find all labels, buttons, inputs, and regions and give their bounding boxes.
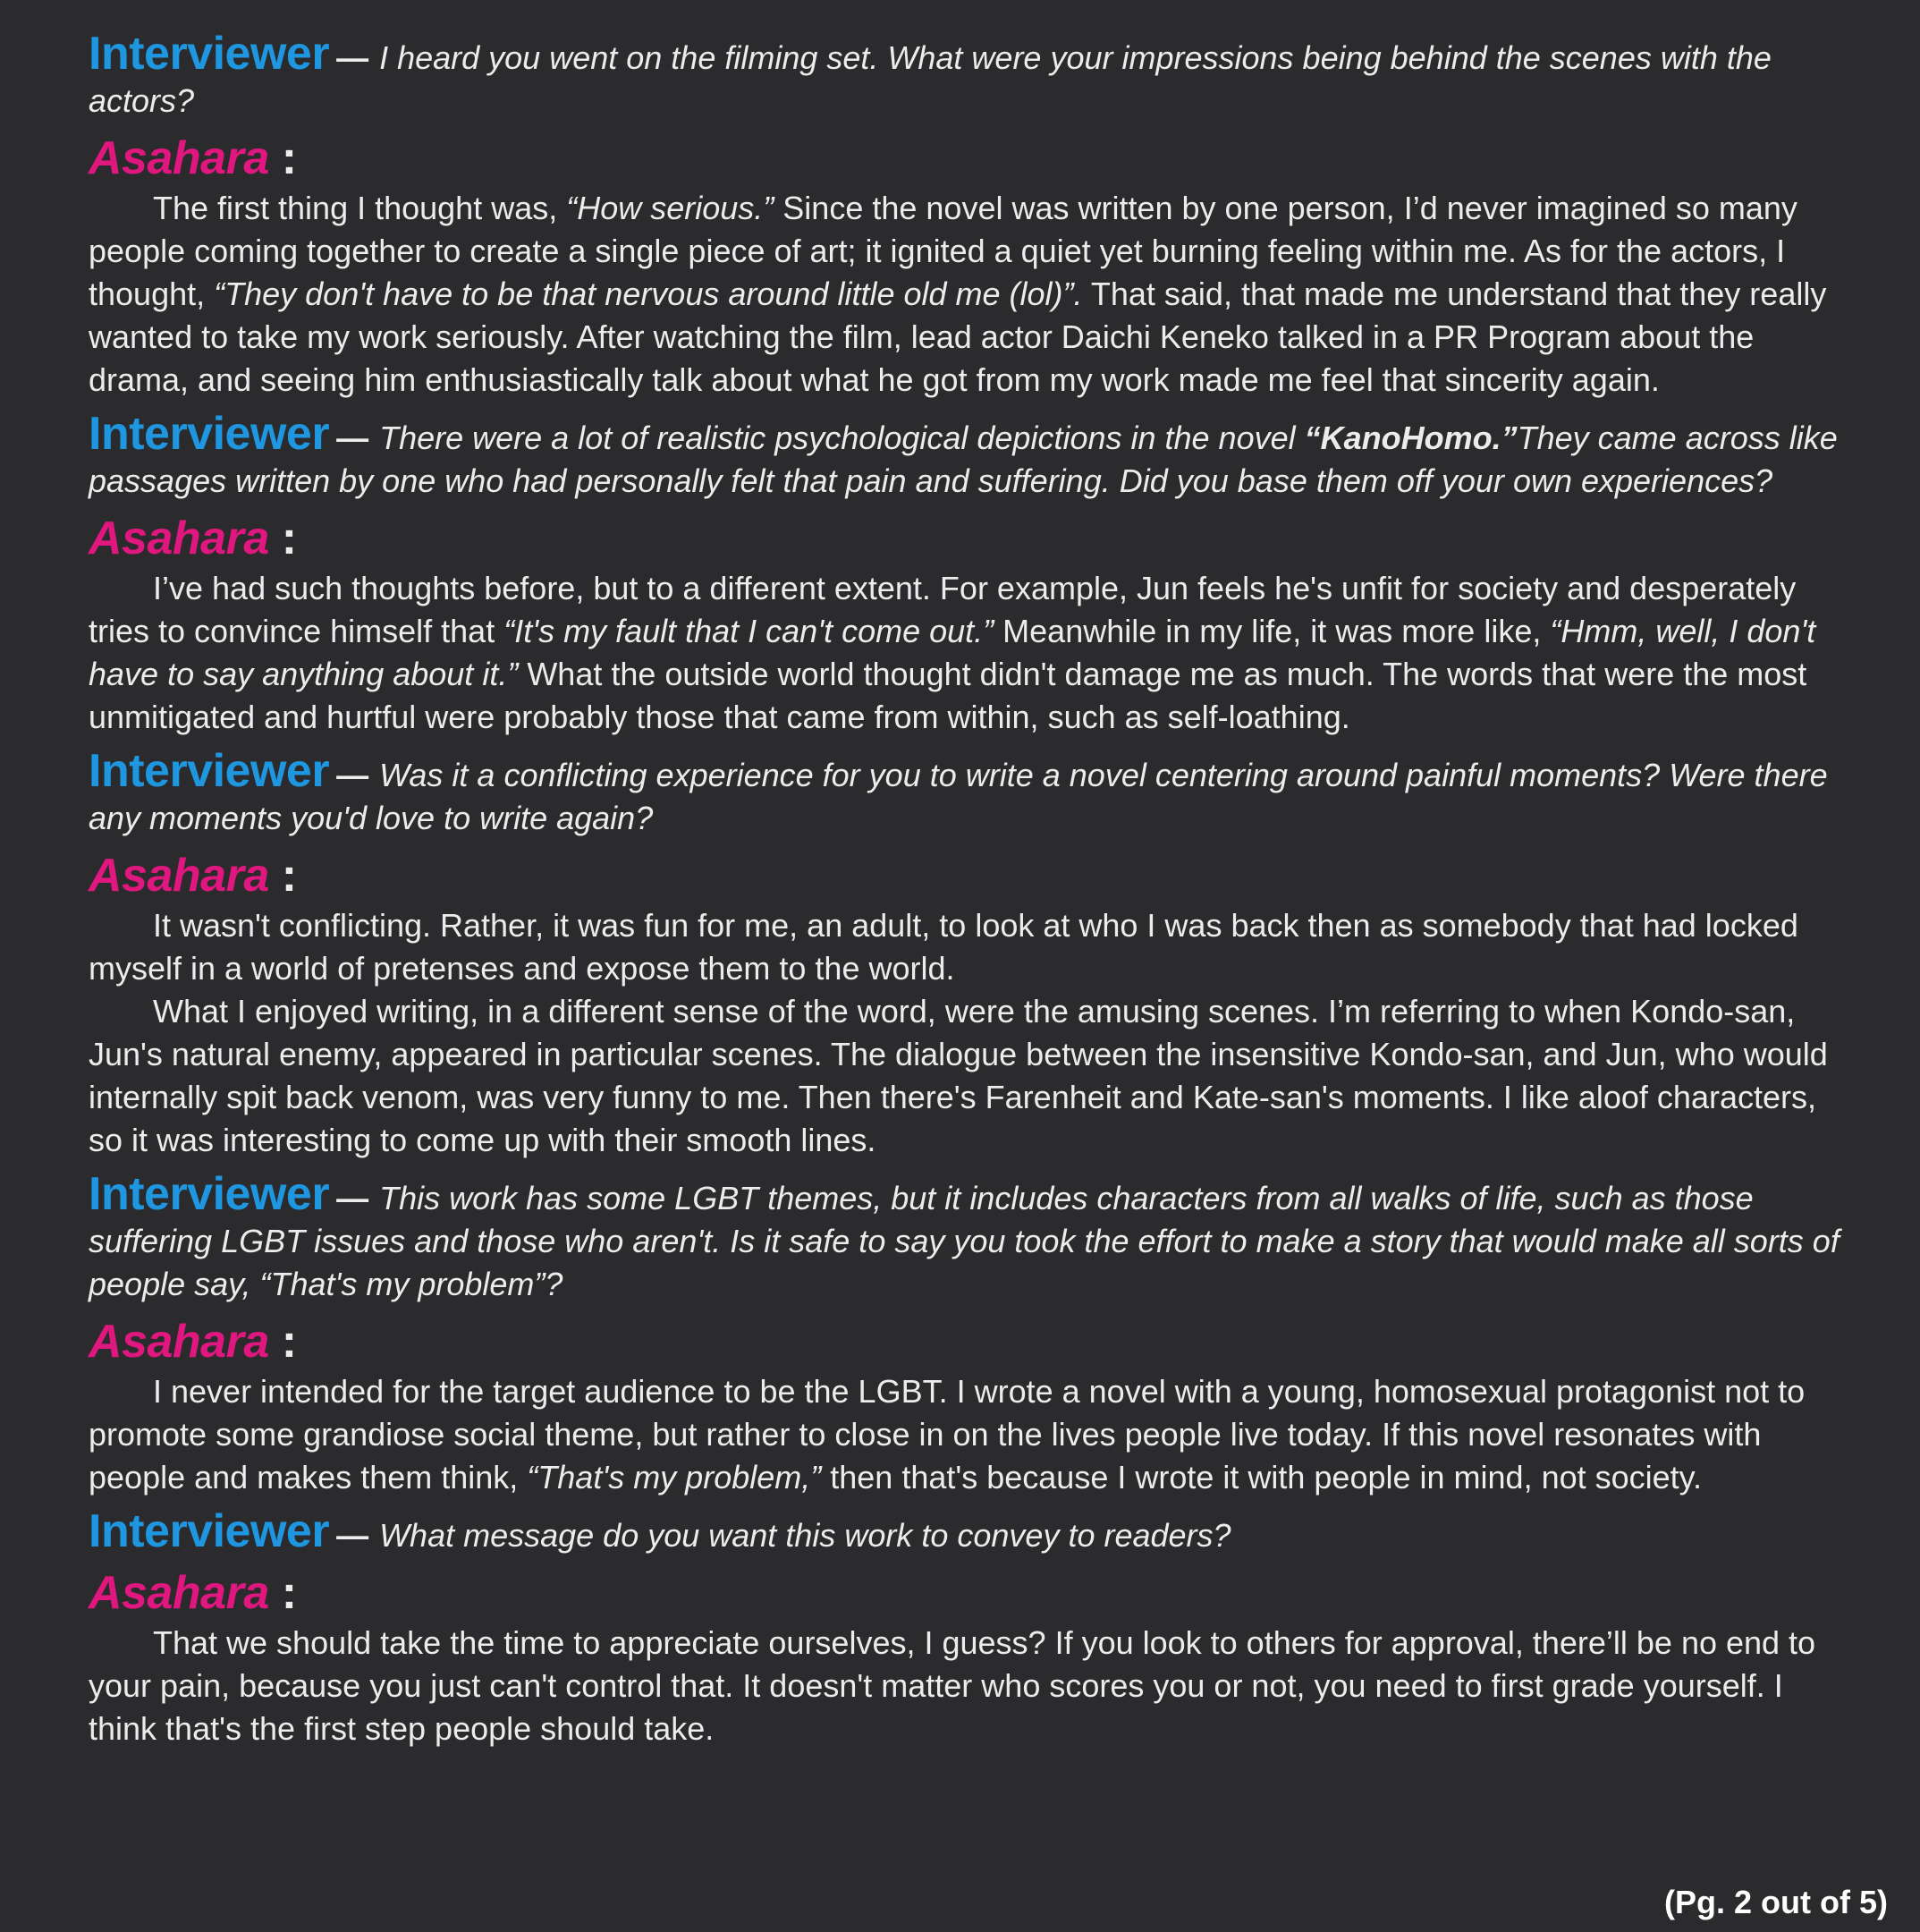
colon: : — [281, 132, 298, 184]
answer-5-paragraph-1: That we should take the time to appreciate ourselves, I guess? If you look to others for approval, there’ll be no end to your pain, because you just can't control that. It doesn't matter who scores you or not, you need to first grade yourself. I think that's the first step people should take. — [89, 1624, 1816, 1747]
question-5-text: What message do you want this work to convey to readers? — [379, 1517, 1231, 1554]
colon: : — [281, 1567, 298, 1619]
interviewer-label: Interviewer — [89, 745, 330, 797]
question-1 — [89, 28, 1840, 123]
question-3 — [89, 745, 1840, 840]
answer-2 — [89, 567, 1840, 739]
colon: : — [281, 850, 298, 902]
dash: — — [336, 1180, 369, 1216]
question-4 — [89, 1168, 1840, 1306]
question-5 — [89, 1505, 1840, 1557]
question-2-text: There were a lot of realistic psychological depictions in the novel — [379, 419, 1305, 456]
answer-text: Since the novel was written by one person, I’d never imagined so many people coming together to create a single piece of art; it ignited a quiet yet burning feeling within me. As for the actors, I thought, — [89, 190, 1797, 312]
interviewer-label: Interviewer — [89, 408, 330, 460]
colon: : — [281, 513, 298, 564]
asahara-label: Asahara — [89, 850, 269, 902]
asahara-label: Asahara — [89, 132, 269, 184]
answer-3 — [89, 904, 1840, 1162]
answer-5 — [89, 1622, 1840, 1750]
answer-text: then that's because I wrote it with people in mind, not society. — [821, 1459, 1702, 1496]
answer-text: What the outside world thought didn't damage me as much. The words that were the most unmitigated and hurtful were probably those that came from within, such as self-loathing. — [89, 656, 1807, 735]
answer-text: I’ve had such thoughts before, but to a different extent. For example, Jun feels he's unfit for society and desperately tries to convince himself that — [89, 570, 1797, 649]
asahara-label: Asahara — [89, 513, 269, 564]
interviewer-label: Interviewer — [89, 1505, 330, 1557]
answer-4-paragraph-1 — [89, 1370, 1840, 1499]
question-2 — [89, 408, 1840, 503]
dash: — — [336, 39, 369, 76]
question-2-text: They came across like passages written by one who had personally felt that pain and suffering. Did you base them off your own experiences? — [89, 419, 1838, 499]
question-1-text: I heard you went on the filming set. What were your impressions being behind the scenes with the actors? — [89, 39, 1772, 119]
answer-quote: “They don't have to be that nervous around little old me (lol)”. — [214, 275, 1083, 312]
dash: — — [336, 757, 369, 793]
answer-3-paragraph-2: What I enjoyed writing, in a different sense of the word, were the amusing scenes. I’m referring to when Kondo-san, Jun's natural enemy, appeared in particular scenes. The dialogue between the insensitive Kondo-san, and Jun, who would internally spit back venom, was very funny to me. Then there's Farenheit and Kate-san's moments. I like aloof characters, so it was interesting to come up with their smooth lines. — [89, 993, 1828, 1158]
answer-1-speaker — [89, 133, 1840, 183]
interviewer-label: Interviewer — [89, 1168, 330, 1220]
answer-quote: “How serious.” — [566, 190, 774, 226]
novel-title: “KanoHomo.” — [1304, 419, 1518, 456]
asahara-label: Asahara — [89, 1567, 269, 1619]
answer-4-speaker — [89, 1317, 1840, 1367]
answer-quote: “That's my problem,” — [527, 1459, 822, 1496]
page-number: (Pg. 2 out of 5) — [1664, 1884, 1888, 1920]
interviewer-label: Interviewer — [89, 28, 330, 80]
answer-text: Meanwhile in my life, it was more like, — [994, 613, 1551, 649]
answer-5-speaker — [89, 1568, 1840, 1618]
answer-quote: “Hmm, well, I don't have to say anything about it.” — [89, 613, 1816, 692]
answer-text: I never intended for the target audience to be the LGBT. I wrote a novel with a young, homosexual protagonist not to promote some grandiose social theme, but rather to close in on the lives people live today. If this novel resonates with people and makes them think, — [89, 1373, 1806, 1496]
question-3-text: Was it a conflicting experience for you to write a novel centering around painful moments? Were there any moments you'd love to write again? — [89, 757, 1828, 836]
answer-3-speaker — [89, 851, 1840, 901]
answer-quote: “It's my fault that I can't come out.” — [503, 613, 994, 649]
dash: — — [336, 1517, 369, 1554]
dash: — — [336, 419, 369, 456]
answer-2-paragraph-1 — [89, 567, 1840, 739]
question-4-text: This work has some LGBT themes, but it includes characters from all walks of life, such as those suffering LGBT issues and those who aren't. Is it safe to say you took the effort to make a story that would make all sorts of people say, “That's my problem”? — [89, 1180, 1840, 1302]
answer-4 — [89, 1370, 1840, 1499]
colon: : — [281, 1316, 298, 1368]
answer-3-paragraph-1: It wasn't conflicting. Rather, it was fun for me, an adult, to look at who I was back then as somebody that had locked myself in a world of pretenses and expose them to the world. — [89, 907, 1798, 987]
answer-1 — [89, 187, 1840, 402]
answer-text: That said, that made me understand that they really wanted to take my work seriously. After watching the film, lead actor Daichi Keneko talked in a PR Program about the drama, and seeing him enthusiastically talk about what he got from my work made me feel that sincerity again. — [89, 275, 1827, 398]
asahara-label: Asahara — [89, 1316, 269, 1368]
answer-1-paragraph-1 — [89, 187, 1840, 402]
answer-text: The first thing I thought was, — [153, 190, 567, 226]
answer-2-speaker — [89, 513, 1840, 564]
